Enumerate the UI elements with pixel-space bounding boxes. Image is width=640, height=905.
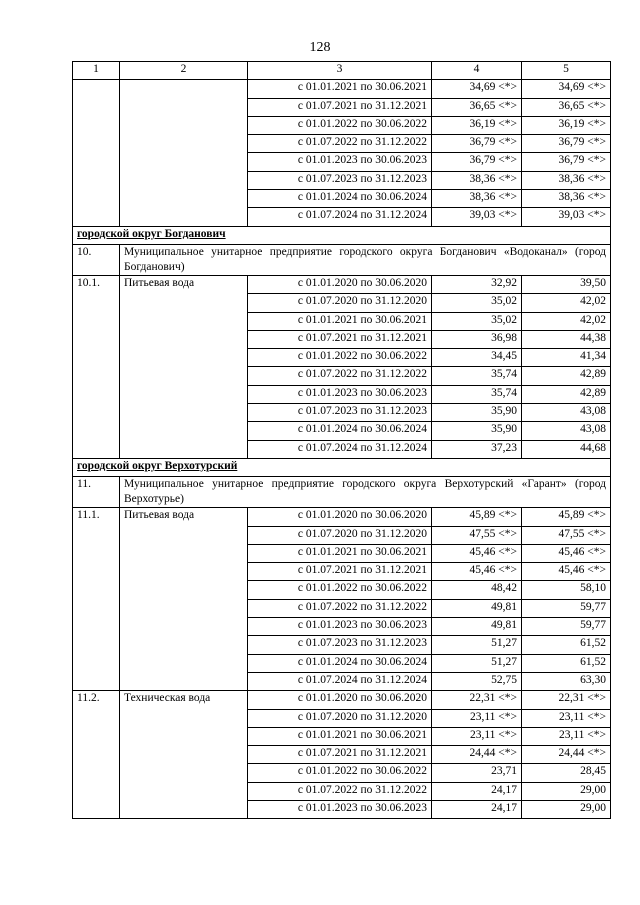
value-cell: 36,98 [432, 330, 522, 348]
table-row [73, 80, 611, 98]
value-cell: 24,44 <*> [432, 746, 522, 764]
value-cell: 36,19 <*> [432, 116, 522, 134]
value-cell: 34,69 <*> [432, 80, 522, 98]
value-cell: 49,81 [432, 599, 522, 617]
period-cell: с 01.01.2021 по 30.06.2021 [248, 544, 432, 562]
value-cell: 35,02 [432, 294, 522, 312]
value-cell: 42,02 [522, 294, 611, 312]
period-cell: с 01.01.2023 по 30.06.2023 [248, 800, 432, 818]
period-cell: с 01.07.2023 по 31.12.2023 [248, 404, 432, 422]
section-title: городской округ Богданович [73, 226, 611, 244]
name-cell [120, 80, 248, 226]
period-cell: с 01.01.2023 по 30.06.2023 [248, 153, 432, 171]
value-cell: 23,71 [432, 764, 522, 782]
value-cell: 35,90 [432, 422, 522, 440]
value-cell: 32,92 [432, 275, 522, 293]
value-cell: 38,36 <*> [522, 190, 611, 208]
value-cell: 45,89 <*> [432, 508, 522, 526]
period-cell: с 01.07.2024 по 31.12.2024 [248, 672, 432, 690]
period-cell: с 01.07.2024 по 31.12.2024 [248, 208, 432, 226]
value-cell: 28,45 [522, 764, 611, 782]
org-num: 11. [73, 477, 120, 508]
period-cell: с 01.01.2022 по 30.06.2022 [248, 764, 432, 782]
value-cell: 38,36 <*> [432, 190, 522, 208]
column-header: 5 [522, 62, 611, 80]
value-cell: 23,11 <*> [522, 727, 611, 745]
value-cell: 24,17 [432, 782, 522, 800]
value-cell: 51,27 [432, 636, 522, 654]
period-cell: с 01.07.2023 по 31.12.2023 [248, 171, 432, 189]
section-row [73, 226, 611, 244]
value-cell: 23,11 <*> [522, 709, 611, 727]
value-cell: 23,11 <*> [432, 709, 522, 727]
value-cell: 36,79 <*> [432, 153, 522, 171]
value-cell: 48,42 [432, 581, 522, 599]
value-cell: 24,17 [432, 800, 522, 818]
value-cell: 36,65 <*> [432, 98, 522, 116]
org-name: Муниципальное унитарное предприятие городского округа Богданович «Водоканал» (город Богданович) [120, 244, 611, 275]
period-cell: с 01.01.2024 по 30.06.2024 [248, 422, 432, 440]
value-cell: 24,44 <*> [522, 746, 611, 764]
item-num: 11.2. [73, 691, 120, 819]
period-cell: с 01.07.2022 по 31.12.2022 [248, 782, 432, 800]
value-cell: 36,19 <*> [522, 116, 611, 134]
value-cell: 45,46 <*> [432, 544, 522, 562]
period-cell: с 01.01.2024 по 30.06.2024 [248, 190, 432, 208]
column-header: 1 [73, 62, 120, 80]
value-cell: 45,46 <*> [522, 544, 611, 562]
period-cell: с 01.07.2021 по 31.12.2021 [248, 330, 432, 348]
column-header: 3 [248, 62, 432, 80]
period-cell: с 01.07.2021 по 31.12.2021 [248, 746, 432, 764]
value-cell: 41,34 [522, 349, 611, 367]
value-cell: 38,36 <*> [522, 171, 611, 189]
value-cell: 22,31 <*> [432, 691, 522, 709]
value-cell: 23,11 <*> [432, 727, 522, 745]
period-cell: с 01.01.2021 по 30.06.2021 [248, 80, 432, 98]
value-cell: 34,69 <*> [522, 80, 611, 98]
value-cell: 44,68 [522, 440, 611, 458]
item-name: Техническая вода [120, 691, 248, 819]
value-cell: 59,77 [522, 599, 611, 617]
value-cell: 63,30 [522, 672, 611, 690]
value-cell: 61,52 [522, 636, 611, 654]
period-cell: с 01.01.2020 по 30.06.2020 [248, 275, 432, 293]
value-cell: 35,74 [432, 367, 522, 385]
org-num: 10. [73, 244, 120, 275]
period-cell: с 01.07.2024 по 31.12.2024 [248, 440, 432, 458]
value-cell: 42,02 [522, 312, 611, 330]
item-name: Питьевая вода [120, 508, 248, 691]
value-cell: 43,08 [522, 404, 611, 422]
value-cell: 51,27 [432, 654, 522, 672]
item-name: Питьевая вода [120, 275, 248, 458]
value-cell: 29,00 [522, 782, 611, 800]
section-title: городской округ Верхотурский [73, 458, 611, 476]
value-cell: 47,55 <*> [432, 526, 522, 544]
period-cell: с 01.07.2022 по 31.12.2022 [248, 367, 432, 385]
period-cell: с 01.01.2020 по 30.06.2020 [248, 691, 432, 709]
value-cell: 47,55 <*> [522, 526, 611, 544]
value-cell: 45,89 <*> [522, 508, 611, 526]
period-cell: с 01.01.2022 по 30.06.2022 [248, 581, 432, 599]
page-number: 128 [309, 40, 331, 55]
tariff-table-body [73, 62, 611, 819]
table-row [73, 508, 611, 526]
value-cell: 59,77 [522, 618, 611, 636]
period-cell: с 01.07.2021 по 31.12.2021 [248, 563, 432, 581]
value-cell: 35,90 [432, 404, 522, 422]
period-cell: с 01.01.2021 по 30.06.2021 [248, 312, 432, 330]
period-cell: с 01.07.2023 по 31.12.2023 [248, 636, 432, 654]
value-cell: 36,79 <*> [522, 135, 611, 153]
value-cell: 29,00 [522, 800, 611, 818]
value-cell: 35,74 [432, 385, 522, 403]
tariff-table [72, 61, 611, 819]
value-cell: 36,79 <*> [522, 153, 611, 171]
period-cell: с 01.07.2020 по 31.12.2020 [248, 709, 432, 727]
value-cell: 37,23 [432, 440, 522, 458]
column-header: 4 [432, 62, 522, 80]
period-cell: с 01.01.2024 по 30.06.2024 [248, 654, 432, 672]
value-cell: 42,89 [522, 367, 611, 385]
value-cell: 49,81 [432, 618, 522, 636]
value-cell: 43,08 [522, 422, 611, 440]
section-row [73, 458, 611, 476]
item-num: 10.1. [73, 275, 120, 458]
value-cell: 45,46 <*> [432, 563, 522, 581]
num-cell [73, 80, 120, 226]
value-cell: 35,02 [432, 312, 522, 330]
value-cell: 39,50 [522, 275, 611, 293]
organization-row [73, 477, 611, 508]
table-row [73, 691, 611, 709]
period-cell: с 01.01.2021 по 30.06.2021 [248, 727, 432, 745]
column-header: 2 [120, 62, 248, 80]
item-num: 11.1. [73, 508, 120, 691]
value-cell: 44,38 [522, 330, 611, 348]
value-cell: 61,52 [522, 654, 611, 672]
period-cell: с 01.01.2022 по 30.06.2022 [248, 349, 432, 367]
value-cell: 36,79 <*> [432, 135, 522, 153]
value-cell: 39,03 <*> [522, 208, 611, 226]
period-cell: с 01.07.2020 по 31.12.2020 [248, 294, 432, 312]
value-cell: 42,89 [522, 385, 611, 403]
period-cell: с 01.01.2022 по 30.06.2022 [248, 116, 432, 134]
value-cell: 38,36 <*> [432, 171, 522, 189]
period-cell: с 01.07.2022 по 31.12.2022 [248, 135, 432, 153]
value-cell: 58,10 [522, 581, 611, 599]
organization-row [73, 244, 611, 275]
period-cell: с 01.07.2020 по 31.12.2020 [248, 526, 432, 544]
value-cell: 22,31 <*> [522, 691, 611, 709]
column-header-row [73, 62, 611, 80]
value-cell: 36,65 <*> [522, 98, 611, 116]
period-cell: с 01.01.2023 по 30.06.2023 [248, 618, 432, 636]
table-row [73, 275, 611, 293]
period-cell: с 01.01.2020 по 30.06.2020 [248, 508, 432, 526]
period-cell: с 01.07.2022 по 31.12.2022 [248, 599, 432, 617]
period-cell: с 01.01.2023 по 30.06.2023 [248, 385, 432, 403]
value-cell: 34,45 [432, 349, 522, 367]
value-cell: 45,46 <*> [522, 563, 611, 581]
org-name: Муниципальное унитарное предприятие городского округа Верхотурский «Гарант» (город Верхотурье) [120, 477, 611, 508]
value-cell: 39,03 <*> [432, 208, 522, 226]
period-cell: с 01.07.2021 по 31.12.2021 [248, 98, 432, 116]
value-cell: 52,75 [432, 672, 522, 690]
